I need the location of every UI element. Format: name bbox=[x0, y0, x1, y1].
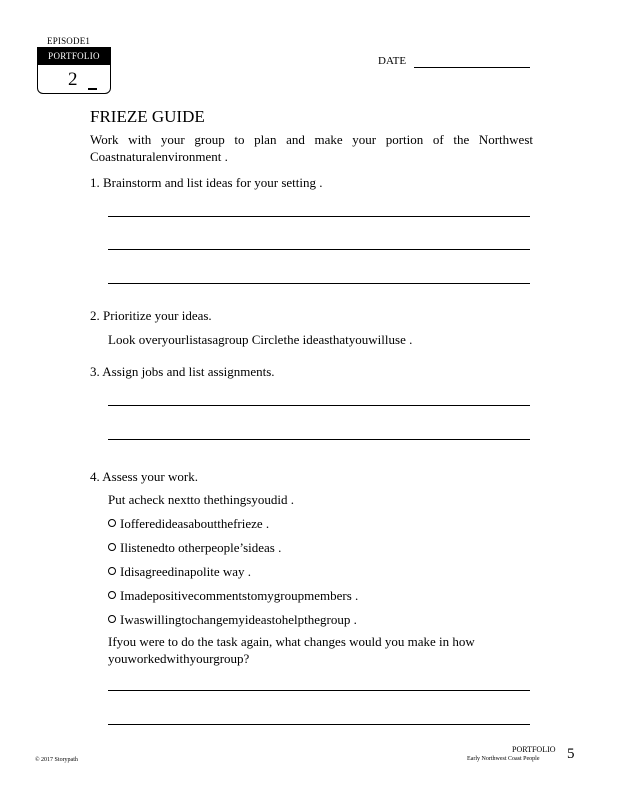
answer-line[interactable] bbox=[108, 439, 530, 440]
checkbox-circle-icon[interactable] bbox=[108, 567, 116, 575]
intro-text: Work with your group to plan and make your portion of the Northwest Coastnaturalenvironment . bbox=[90, 132, 533, 164]
step-assign: 3. Assign jobs and list assignments. bbox=[90, 364, 275, 379]
step-assess: 4. Assess your work. bbox=[90, 469, 198, 484]
answer-line[interactable] bbox=[108, 405, 530, 406]
copyright: © 2017 Storypath bbox=[35, 757, 78, 763]
checkbox-circle-icon[interactable] bbox=[108, 615, 116, 623]
step-assess-detail: Put acheck nextto thethingsyoudid . bbox=[108, 492, 294, 507]
checkbox-circle-icon[interactable] bbox=[108, 591, 116, 599]
checklist-item-label: Imadepositivecommentstomygroupmembers . bbox=[120, 588, 359, 603]
reflection-question-line1: Ifyou were to do the task again, what changes would you make in how bbox=[108, 634, 475, 649]
answer-line[interactable] bbox=[108, 690, 530, 691]
checklist-item bbox=[108, 516, 269, 532]
step-prioritize-detail: Look overyourlistasagroup Circlethe ideasthatyouwilluse . bbox=[108, 332, 413, 347]
date-field-line[interactable] bbox=[414, 67, 530, 68]
portfolio-badge-dash bbox=[88, 88, 97, 90]
answer-line[interactable] bbox=[108, 249, 530, 250]
checklist-item bbox=[108, 612, 357, 628]
footer-subtitle: Early Northwest Coast People bbox=[467, 756, 540, 762]
step-brainstorm: 1. Brainstorm and list ideas for your setting . bbox=[90, 175, 323, 190]
answer-line[interactable] bbox=[108, 724, 530, 725]
page-number: 5 bbox=[567, 746, 575, 762]
episode-label: EPISODE1 bbox=[47, 36, 91, 46]
checklist-item-label: Idisagreedinapolite way . bbox=[120, 564, 252, 579]
checklist-item-label: Ilistenedto otherpeople’sideas . bbox=[120, 540, 282, 555]
reflection-question-line2: youworkedwithyourgroup? bbox=[108, 651, 250, 666]
checkbox-circle-icon[interactable] bbox=[108, 519, 116, 527]
portfolio-number: 2 bbox=[68, 69, 78, 90]
checkbox-circle-icon[interactable] bbox=[108, 543, 116, 551]
answer-line[interactable] bbox=[108, 216, 530, 217]
page-title: FRIEZE GUIDE bbox=[90, 107, 205, 126]
checklist-item-label: Iofferedideasaboutthefrieze . bbox=[120, 516, 270, 531]
footer-portfolio: PORTFOLIO bbox=[512, 745, 556, 754]
portfolio-badge-label: PORTFOLIO bbox=[38, 48, 110, 65]
portfolio-badge bbox=[37, 47, 111, 94]
checklist-item bbox=[108, 540, 281, 556]
checklist-item bbox=[108, 588, 358, 604]
answer-line[interactable] bbox=[108, 283, 530, 284]
checklist-item-label: Iwaswillingtochangemyideastohelpthegroup . bbox=[120, 612, 357, 627]
date-label: DATE bbox=[378, 55, 407, 67]
checklist-item bbox=[108, 564, 251, 580]
step-prioritize: 2. Prioritize your ideas. bbox=[90, 308, 212, 323]
